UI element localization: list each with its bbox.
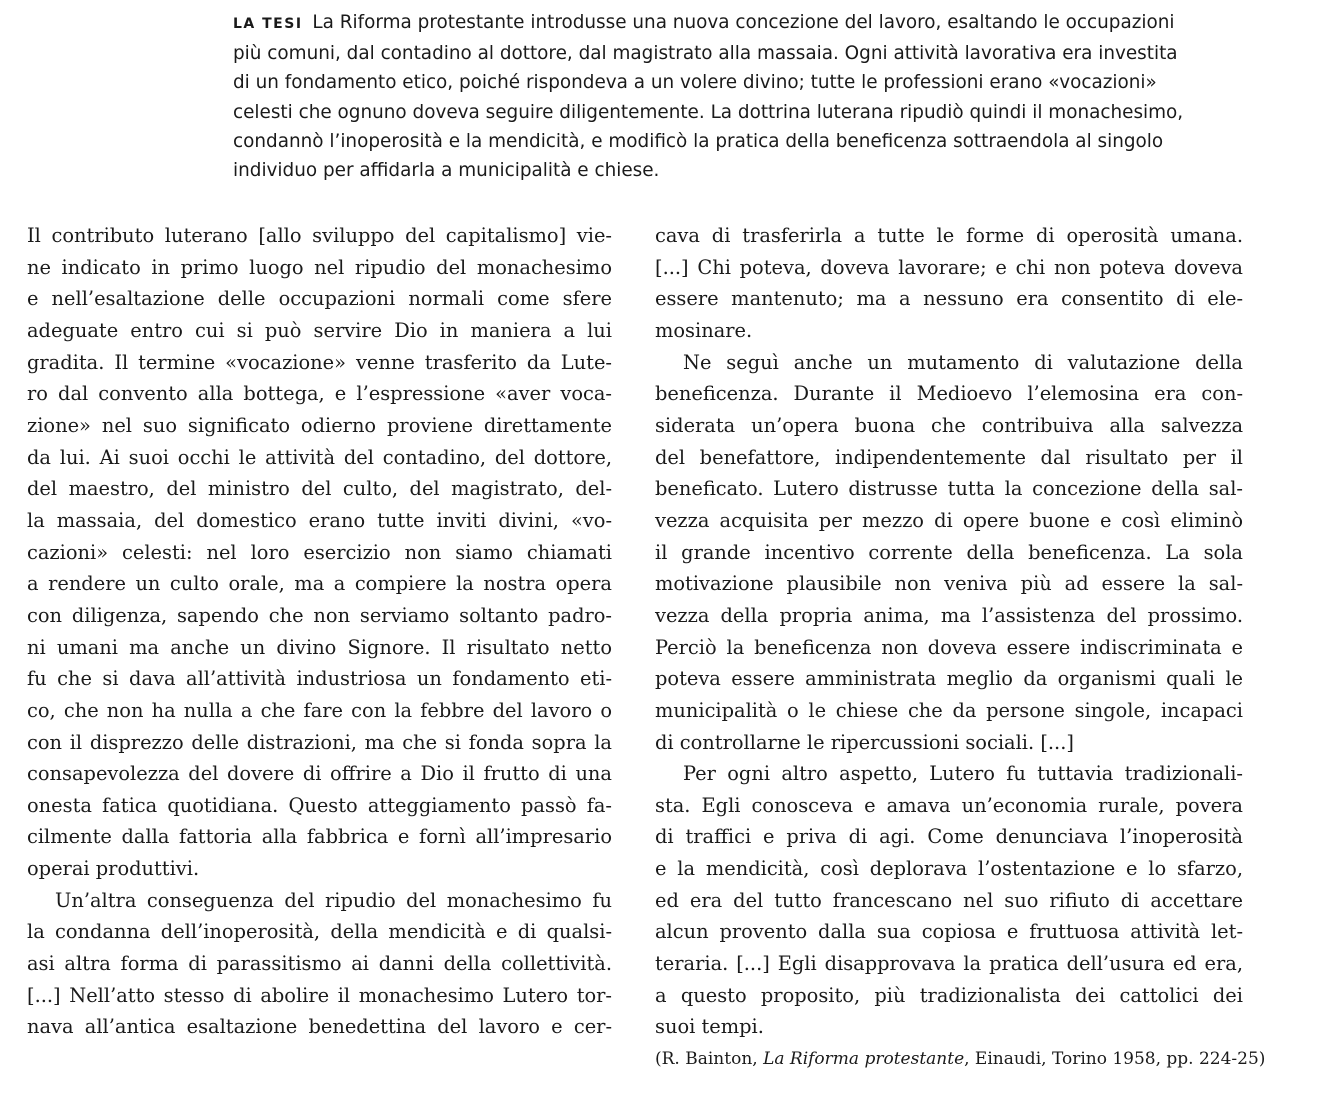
thesis-line: celesti che ognuno doveva seguire diligentemente. La dottrina luterana ripudiò quindi il monachesimo, bbox=[233, 101, 1184, 123]
text-line: operai produttivi. bbox=[27, 857, 200, 881]
citation-rest: , Einaudi, Torino 1958, pp. 224-25) bbox=[964, 1049, 1266, 1069]
text-line: adeguate entro cui si può servire Dio in maniera a lui bbox=[27, 318, 612, 342]
right-text-column bbox=[655, 220, 1243, 1043]
text-line: Per ogni altro aspetto, Lutero fu tuttavia tradizionali- bbox=[683, 762, 1243, 786]
text-line: vezza acquisita per mezzo di opere buone e così eliminò bbox=[655, 508, 1243, 532]
text-line: ne indicato in primo luogo nel ripudio del monachesimo bbox=[27, 255, 612, 279]
text-line: il grande incentivo corrente della beneficenza. La sola bbox=[655, 540, 1243, 564]
text-line: mosinare. bbox=[655, 318, 753, 342]
text-line: vezza della propria anima, ma l’assistenza del prossimo. bbox=[655, 603, 1243, 627]
text-line: co, che non ha nulla a che fare con la febbre del lavoro o bbox=[27, 698, 612, 722]
text-line: Ne seguì anche un mutamento di valutazione della bbox=[683, 350, 1243, 374]
text-line: suoi tempi. bbox=[655, 1015, 764, 1039]
text-line: onesta fatica quotidiana. Questo atteggiamento passò fa- bbox=[27, 793, 612, 817]
text-line: siderata un’opera buona che contribuiva alla salvezza bbox=[655, 413, 1243, 437]
text-line: e nell’esaltazione delle occupazioni normali come sfere bbox=[27, 287, 612, 311]
text-line: beneficenza. Durante il Medioevo l’elemosina era con- bbox=[655, 382, 1243, 406]
text-line: a rendere un culto orale, ma a compiere la nostra opera bbox=[27, 572, 612, 596]
text-line: Perciò la beneficenza non doveva essere indiscriminata e bbox=[655, 635, 1243, 659]
thesis-text: La Riforma protestante introdusse una nuova concezione del lavoro, esaltando le occupazioni bbox=[312, 12, 1175, 33]
thesis-line: individuo per affidarla a municipalità e chiese. bbox=[233, 160, 660, 182]
text-line: motivazione plausibile non veniva più ad essere la sal- bbox=[655, 572, 1243, 596]
text-line: la condanna dell’inoperosità, della mendicità e di qualsi- bbox=[27, 920, 612, 944]
text-line: ni umani ma anche un divino Signore. Il risultato netto bbox=[27, 635, 612, 659]
text-line: essere mantenuto; ma a nessuno era consentito di ele- bbox=[655, 287, 1243, 311]
text-line: Un’altra conseguenza del ripudio del monachesimo fu bbox=[55, 888, 612, 912]
thesis-line: condannò l’inoperosità e la mendicità, e modificò la pratica della beneficenza sottraendola al singolo bbox=[233, 130, 1164, 152]
text-line: di traffici e priva di agi. Come denunciava l’inoperosità bbox=[655, 825, 1243, 849]
text-line: del maestro, del ministro del culto, del magistrato, del- bbox=[27, 477, 612, 501]
text-line: con il disprezzo delle distrazioni, ma che si fonda sopra la bbox=[27, 730, 612, 754]
text-line: cazioni» celesti: nel loro esercizio non siamo chiamati bbox=[27, 540, 612, 564]
text-line: a questo proposito, più tradizionalista dei cattolici dei bbox=[655, 983, 1243, 1007]
thesis-line: di un fondamento etico, poiché rispondeva a un volere divino; tutte le professioni erano «vocazioni» bbox=[233, 72, 1157, 94]
text-line: asi altra forma di parassitismo ai danni della collettività. bbox=[27, 952, 612, 976]
thesis-box bbox=[233, 8, 1243, 185]
text-line: del benefattore, indipendentemente dal risultato per il bbox=[655, 445, 1243, 469]
text-line: ed era del tutto francescano nel suo rifiuto di accettare bbox=[655, 888, 1243, 912]
text-line: gradita. Il termine «vocazione» venne trasferito da Lute- bbox=[27, 350, 612, 374]
text-line: ro dal convento alla bottega, e l’espressione «aver voca- bbox=[27, 382, 612, 406]
text-line: consapevolezza del dovere di offrire a Dio il frutto di una bbox=[27, 762, 612, 786]
citation-open: (R. Bainton, bbox=[655, 1049, 764, 1069]
text-line: [...] Chi poteva, doveva lavorare; e chi non poteva doveva bbox=[655, 255, 1243, 279]
text-line: [...] Nell’atto stesso di abolire il monachesimo Lutero tor- bbox=[27, 983, 612, 1007]
thesis-label: LA TESI bbox=[233, 16, 303, 32]
source-citation bbox=[655, 1046, 1266, 1072]
thesis-line: più comuni, dal contadino al dottore, dal magistrato alla massaia. Ogni attività lavorativa era investita bbox=[233, 43, 1178, 65]
text-line: da lui. Ai suoi occhi le attività del contadino, del dottore, bbox=[27, 445, 612, 469]
text-line: beneficato. Lutero distrusse tutta la concezione della sal- bbox=[655, 477, 1243, 501]
text-line: di controllarne le ripercussioni sociali. [...] bbox=[655, 730, 1074, 754]
text-line: cava di trasferirla a tutte le forme di operosità umana. bbox=[655, 224, 1243, 247]
text-line: la massaia, del domestico erano tutte inviti divini, «vo- bbox=[27, 508, 612, 532]
text-line: poteva essere amministrata meglio da organismi quali le bbox=[655, 667, 1243, 691]
text-line: alcun provento dalla sua copiosa e fruttuosa attività let- bbox=[655, 920, 1243, 944]
text-line: nava all’antica esaltazione benedettina del lavoro e cer- bbox=[27, 1015, 612, 1039]
text-line: e la mendicità, così deplorava l’ostentazione e lo sfarzo, bbox=[655, 857, 1243, 881]
text-line: cilmente dalla fattoria alla fabbrica e fornì all’impresario bbox=[27, 825, 612, 849]
text-line: municipalità o le chiese che da persone singole, incapaci bbox=[655, 698, 1243, 722]
citation-book-title: La Riforma protestante bbox=[763, 1049, 965, 1069]
text-line: Il contributo luterano [allo sviluppo del capitalismo] vie- bbox=[27, 224, 612, 247]
thesis-line bbox=[233, 8, 1243, 39]
left-text-column bbox=[27, 220, 612, 1043]
text-line: zione» nel suo significato odierno proviene direttamente bbox=[27, 413, 612, 437]
text-line: teraria. [...] Egli disapprovava la pratica dell’usura ed era, bbox=[655, 952, 1243, 976]
text-line: con diligenza, sapendo che non serviamo soltanto padro- bbox=[27, 603, 612, 627]
text-line: sta. Egli conosceva e amava un’economia rurale, povera bbox=[655, 793, 1243, 817]
text-line: fu che si dava all’attività industriosa un fondamento eti- bbox=[27, 667, 612, 691]
